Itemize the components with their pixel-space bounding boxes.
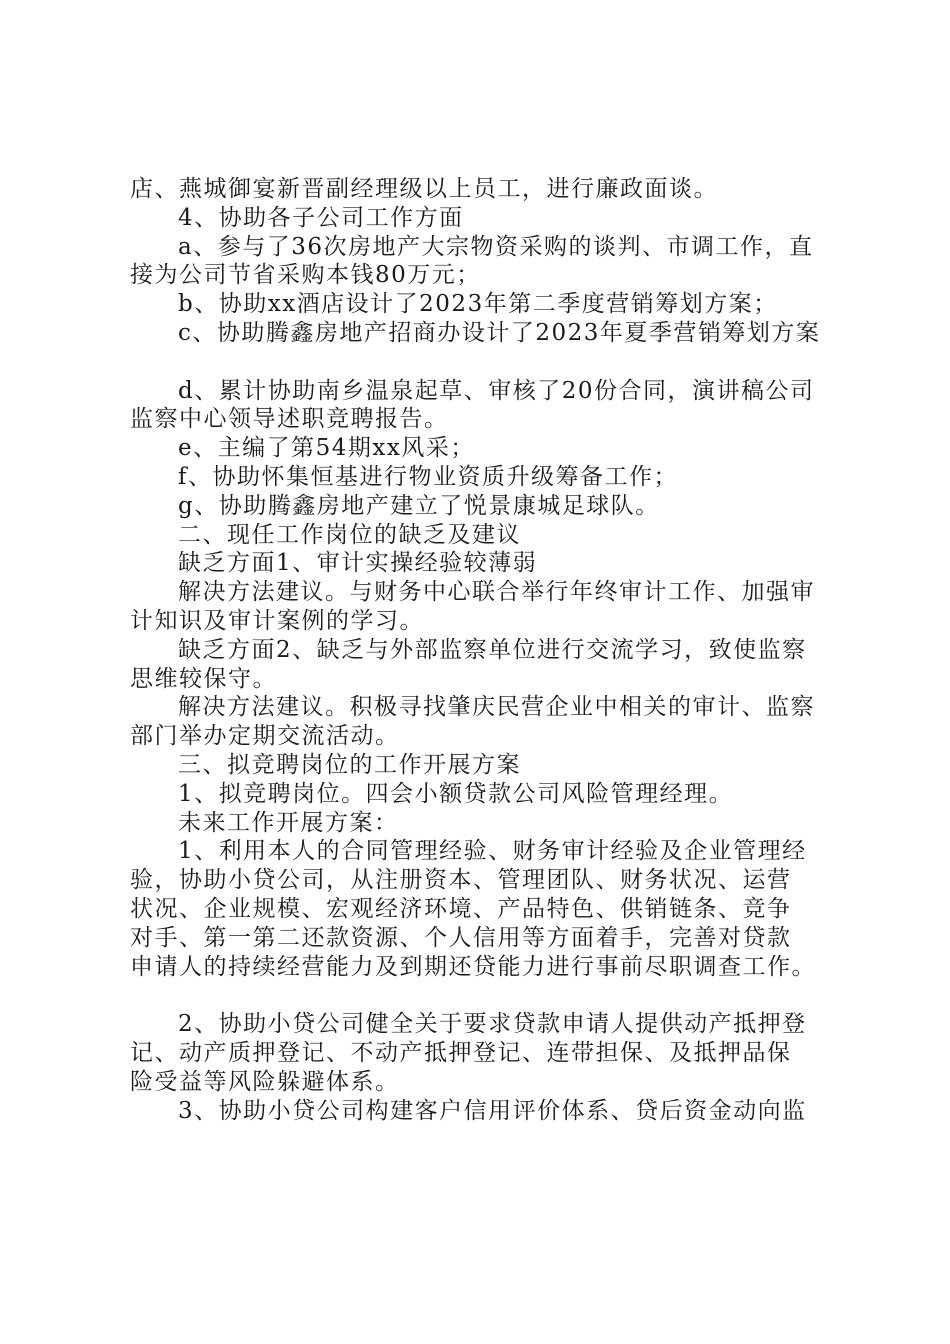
document-body (130, 175, 850, 1125)
text-line: 计知识及审计案例的学习。 (130, 607, 424, 634)
text-line: 解决方法建议。积极寻找肇庆民营企业中相关的审计、监察 (178, 694, 815, 721)
text-line: e、主编了第54期xx风采； (178, 435, 475, 462)
text-line: 4、协助各子公司工作方面 (178, 204, 464, 231)
text-line: 店、燕城御宴新晋副经理级以上员工，进行廉政面谈。 (130, 176, 718, 202)
text-line: 3、协助小贷公司构建客户信用评价体系、贷后资金动向监 (178, 1097, 807, 1124)
text-line: 申请人的持续经营能力及到期还贷能力进行事前尽职调查工作。 (130, 953, 816, 980)
text-line: 状况、企业规模、宏观经济环境、产品特色、供销链条、竞争 (130, 895, 792, 922)
text-line: 险受益等风险躲避体系。 (130, 1068, 400, 1095)
text-line: b、协助xx酒店设计了2023年第二季度营销筹划方案； (178, 291, 778, 318)
text-line: 1、利用本人的合同管理经验、财务审计经验及企业管理经 (178, 838, 807, 865)
text-line: 记、动产质押登记、不动产抵押登记、连带担保、及抵押品保 (130, 1039, 792, 1066)
text-line: 缺乏方面1、审计实操经验较薄弱 (178, 550, 538, 577)
text-line: f、协助怀集恒基进行物业资质升级筹备工作； (178, 463, 679, 490)
text-line: 验，协助小贷公司，从注册资本、管理团队、财务状况、运营 (130, 867, 792, 894)
text-line: 思维较保守。 (130, 665, 277, 692)
blank-line (130, 348, 850, 377)
text-line: 对手、第一第二还款资源、个人信用等方面着手，完善对贷款 (130, 924, 792, 951)
text-line: 1、拟竞聘岗位。四会小额贷款公司风险管理经理。 (178, 780, 734, 807)
text-line: c、协助腾鑫房地产招商办设计了2023年夏季营销筹划方案 (178, 319, 821, 346)
text-line: 接为公司节省采购本钱80万元； (130, 262, 481, 289)
blank-line (130, 981, 850, 1010)
text-line: 部门举办定期交流活动。 (130, 723, 400, 750)
text-line: a、参与了36次房地产大宗物资采购的谈判、市调工作，直 (178, 233, 814, 260)
text-line: 解决方法建议。与财务中心联合举行年终审计工作、加强审 (178, 579, 815, 606)
text-line: d、累计协助南乡温泉起草、审核了20份合同，演讲稿公司 (178, 377, 815, 404)
text-line: 未来工作开展方案： (178, 809, 399, 836)
text-line: 二、现任工作岗位的缺乏及建议 (178, 521, 521, 548)
text-line: 监察中心领导述职竞聘报告。 (130, 406, 449, 433)
text-line: 缺乏方面2、缺乏与外部监察单位进行交流学习，致使监察 (178, 636, 807, 663)
text-line: g、协助腾鑫房地产建立了悦景康城足球队。 (178, 492, 660, 519)
text-line: 2、协助小贷公司健全关于要求贷款申请人提供动产抵押登 (178, 1011, 807, 1038)
text-line: 三、拟竞聘岗位的工作开展方案 (178, 751, 521, 778)
